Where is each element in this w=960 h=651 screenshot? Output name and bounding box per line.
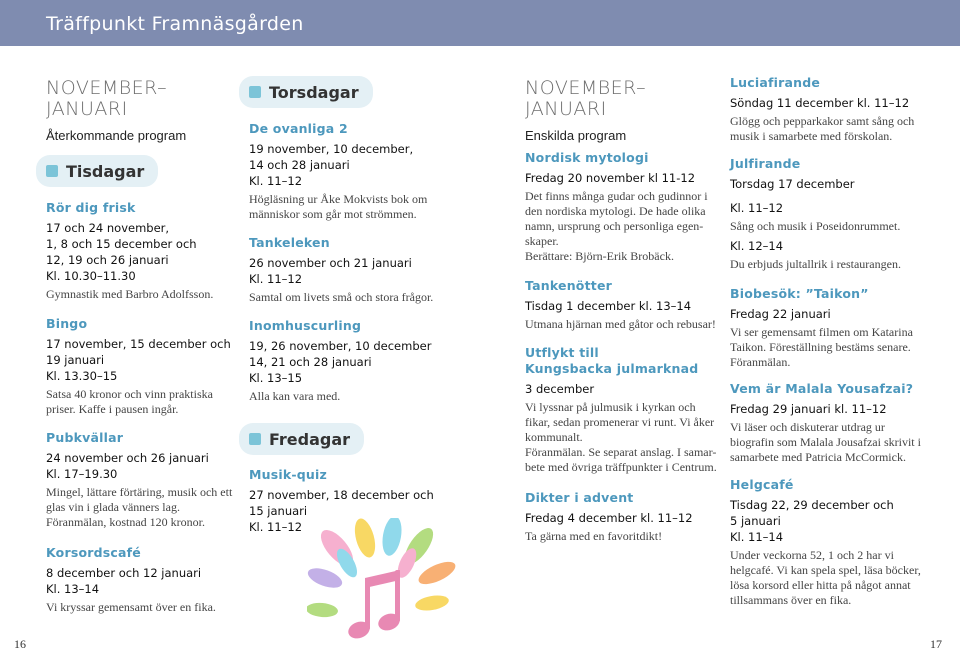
section-date-line: Kl. 13.30–15 — [46, 369, 118, 383]
section-description-line: kommunalt. — [525, 430, 583, 444]
section-description-line: fikar, sedan promenerar vi runt. Vi åker — [525, 415, 715, 429]
section-date-line: Kl. 10.30–11.30 — [46, 269, 136, 283]
section-date-line: Fredag 22 januari — [730, 307, 831, 321]
section-title: Rör dig frisk — [46, 200, 136, 215]
section-description-line: Föranmälan. — [730, 355, 791, 369]
section-date-line: Kl. 11–12 — [249, 520, 303, 534]
section-title: Musik-quiz — [249, 467, 327, 482]
section-description-line: den nordiska mytologi. De hade olika — [525, 204, 706, 218]
section-date-line: 17 och 24 november, — [46, 221, 170, 235]
header-title: Träffpunkt Framnäsgården — [46, 13, 304, 35]
section-date-line: Fredag 29 januari kl. 11–12 — [730, 402, 887, 416]
section-date-line: Fredag 20 november kl 11-12 — [525, 171, 696, 185]
section-date-line: Söndag 11 december kl. 11–12 — [730, 96, 910, 110]
section-date-line: 27 november, 18 december och — [249, 488, 434, 502]
section-description-line: Satsa 40 kronor och vinn praktiska — [46, 387, 213, 401]
section-title: Inomhuscurling — [249, 318, 362, 333]
section-date-line: Tisdag 1 december kl. 13–14 — [525, 299, 692, 313]
header-bar — [0, 0, 960, 46]
section-description-line: biografin som Malala Jousafzai skrivit i — [730, 435, 921, 449]
section-date-line: 3 december — [525, 382, 595, 396]
page-number-right: 17 — [930, 637, 942, 651]
left-title — [46, 78, 186, 143]
square-icon — [249, 433, 261, 445]
section-title: Helgcafé — [730, 477, 794, 492]
section-description-line: Mingel, lättare förtäring, musik och ett — [46, 485, 233, 499]
section-date-line: 17 november, 15 december och — [46, 337, 231, 351]
section-description-line: Utmana hjärnan med gåtor och rebusar! — [525, 317, 716, 331]
section-description-line: Vi kryssar gemensamt över en fika. — [46, 600, 216, 614]
section-description-line: Taikon. Föreställning bestäms senare. — [730, 340, 911, 354]
section-title: Luciafirande — [730, 75, 821, 90]
section-date-line: 26 november och 21 januari — [249, 256, 412, 270]
section-title: Utflykt till — [525, 345, 599, 360]
section-julfirande — [730, 156, 940, 234]
tisdagar-pill — [36, 155, 158, 187]
section-date-line: Kl. 12–14 — [730, 239, 784, 253]
section-date-line: 8 december och 12 januari — [46, 566, 202, 580]
section-date-line: Kl. 11–12 — [730, 201, 784, 215]
section-description-line: Vi lyssnar på julmusik i kyrkan och — [525, 400, 696, 414]
section-description-line: Det finns många gudar och gudinnor i — [525, 189, 708, 203]
section-julfirande-restaurang — [730, 238, 940, 272]
section-date-line: 12, 19 och 26 januari — [46, 253, 169, 267]
section-luciafirande — [730, 75, 940, 144]
section-description-line: skaper. — [525, 234, 559, 248]
fredagar-pill — [239, 423, 364, 455]
section-title: Biobesök: ”Taikon” — [730, 286, 869, 301]
section-tankenotter — [525, 278, 725, 332]
section-date-line: Torsdag 17 december — [730, 177, 855, 191]
square-icon — [46, 165, 58, 177]
tisdagar-label: Tisdagar — [66, 161, 145, 181]
section-date-line: Kl. 17–19.30 — [46, 467, 118, 481]
section-description-line: Föranmälan, kostnad 120 kronor. — [46, 515, 205, 529]
right-title — [525, 78, 646, 143]
section-date-line: Kl. 13–15 — [249, 371, 303, 385]
section-title: Bingo — [46, 316, 88, 331]
section-date-line: Kl. 11–12 — [249, 174, 303, 188]
section-description-line: musik i samarbete med förskolan. — [730, 129, 893, 143]
section-date-line: 19, 26 november, 10 december — [249, 339, 432, 353]
section-title: Pubkvällar — [46, 430, 124, 445]
section-date-line: 14, 21 och 28 januari — [249, 355, 372, 369]
torsdagar-label: Torsdagar — [269, 82, 359, 102]
section-pubkvallar — [46, 430, 246, 530]
fredagar-label: Fredagar — [269, 429, 351, 449]
section-description-line: människor som går mot strömmen. — [249, 207, 417, 221]
section-description-line: lösa korsord eller hitta på något annat — [730, 578, 911, 592]
section-date-line: Kl. 13–14 — [46, 582, 100, 596]
section-description-line: namn, ursprung och personliga egen- — [525, 219, 704, 233]
section-title: Nordisk mytologi — [525, 150, 649, 165]
section-date-line: 5 januari — [730, 514, 781, 528]
section-malala — [730, 381, 940, 465]
section-ror-dig-frisk — [46, 200, 246, 302]
section-description-line: Gymnastik med Barbro Adolfsson. — [46, 287, 214, 301]
page-number-left: 16 — [14, 637, 26, 651]
left-subtitle: Återkommande program — [46, 128, 187, 143]
section-nordisk-mytologi — [525, 150, 725, 264]
section-helgcafe — [730, 477, 940, 608]
section-description-line: Ta gärna med en favoritdikt! — [525, 529, 663, 543]
right-title-line1: NOVEMBER– — [525, 77, 647, 99]
section-description-line: Glögg och pepparkakor samt sång och — [730, 114, 915, 128]
section-tankeleken — [249, 235, 459, 305]
section-date-line: 1, 8 och 15 december och — [46, 237, 197, 251]
section-title: Korsordscafé — [46, 545, 141, 560]
section-description-line: samarbete med Patricia McCormick. — [730, 450, 906, 464]
section-dikter-i-advent — [525, 490, 725, 544]
left-title-line2: JANUARI — [46, 98, 128, 120]
torsdagar-pill — [239, 76, 373, 108]
section-date-line: 14 och 28 januari — [249, 158, 350, 172]
section-date-line: Kl. 11–14 — [730, 530, 784, 544]
section-title: Vem är Malala Yousafzai? — [730, 381, 914, 396]
section-date-line: Tisdag 22, 29 december och — [730, 498, 894, 512]
section-date-line — [730, 192, 940, 200]
section-description-line: bete med övriga träffpunkter i Centrum. — [525, 460, 717, 474]
section-description-line: Samtal om livets små och stora frågor. — [249, 290, 434, 304]
music-note-splash-icon — [307, 518, 467, 648]
section-date-line: 19 november, 10 december, — [249, 142, 414, 156]
section-inomhuscurling — [249, 318, 459, 404]
section-description-line: tillsammans över en fika. — [730, 593, 852, 607]
section-description-line: Sång och musik i Poseidonrummet. — [730, 219, 901, 233]
section-date-line: 19 januari — [46, 353, 105, 367]
section-description-line: Vi ser gemensamt filmen om Katarina — [730, 325, 913, 339]
section-title: Kungsbacka julmarknad — [525, 361, 699, 376]
section-date-line: Kl. 11–12 — [249, 272, 303, 286]
section-description-line: Alla kan vara med. — [249, 389, 341, 403]
section-description-line: Vi läser och diskuterar utdrag ur — [730, 420, 885, 434]
section-korsordscafe — [46, 545, 246, 615]
section-description-line: Högläsning ur Åke Mokvists bok om — [249, 192, 428, 206]
square-icon — [249, 86, 261, 98]
section-title: Tankenötter — [525, 278, 612, 293]
section-description-line: helgcafé. Vi kan spela spel, läsa böcker, — [730, 563, 921, 577]
section-description-line: Föranmälan. Se separat anslag. I samar- — [525, 445, 717, 459]
section-title: Dikter i advent — [525, 490, 634, 505]
section-bingo — [46, 316, 246, 417]
section-date-line: Fredag 4 december kl. 11–12 — [525, 511, 693, 525]
section-de-ovanliga-2 — [249, 121, 459, 222]
right-subtitle: Enskilda program — [525, 128, 627, 143]
right-title-line2: JANUARI — [525, 98, 607, 120]
section-description-line: Under veckorna 52, 1 och 2 har vi — [730, 548, 894, 562]
section-date-line: 15 januari — [249, 504, 308, 518]
section-date-line: 24 november och 26 januari — [46, 451, 209, 465]
section-title: Tankeleken — [249, 235, 330, 250]
section-title: Julfirande — [730, 156, 801, 171]
section-biobesok — [730, 286, 940, 370]
section-description-line: Berättare: Björn-Erik Brobäck. — [525, 249, 674, 263]
section-utflykt — [525, 345, 725, 475]
left-title-line1: NOVEMBER– — [46, 77, 168, 99]
section-title: De ovanliga 2 — [249, 121, 348, 136]
section-description-line: glas vin i glada vänners lag. — [46, 500, 180, 514]
section-description-line: Du erbjuds jultallrik i restaurangen. — [730, 257, 901, 271]
section-description-line: priser. Kaffe i pausen ingår. — [46, 402, 179, 416]
